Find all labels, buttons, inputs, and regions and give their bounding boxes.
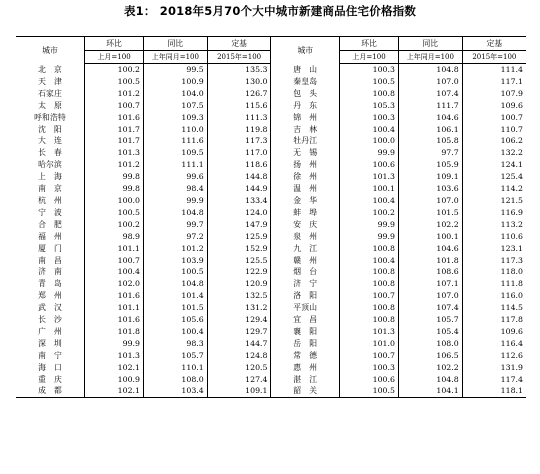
base-cell: 123.1 <box>500 243 523 253</box>
base-cell: 118.0 <box>500 267 523 277</box>
base-cell: 100.7 <box>500 112 523 122</box>
base-cell: 116.9 <box>500 207 523 217</box>
mom-cell: 102.0 <box>85 278 144 290</box>
city-cell: 丹 东 <box>271 100 340 112</box>
base-cell: 117.1 <box>500 76 523 86</box>
mom-cell: 100.5 <box>340 76 399 88</box>
yoy-cell: 104.8 <box>398 374 462 386</box>
base-cell: 111.8 <box>500 279 523 289</box>
yoy-cell: 100.1 <box>398 231 462 243</box>
yoy-cell: 102.2 <box>398 362 462 374</box>
mom-cell: 105.3 <box>340 100 399 112</box>
base-cell: 118.1 <box>462 385 526 397</box>
mom-cell: 101.6 <box>85 314 144 326</box>
table-row <box>16 374 526 386</box>
yoy-cell: 103.9 <box>143 255 207 267</box>
city-cell: 郑 州 <box>16 290 85 302</box>
city-cell: 广 州 <box>16 326 85 338</box>
mom-cell: 101.8 <box>85 326 144 338</box>
mom-cell: 102.1 <box>85 385 144 397</box>
city-cell: 平顶山 <box>271 302 340 314</box>
table-row <box>16 362 526 374</box>
base-cell: 144.8 <box>207 171 271 183</box>
base-cell: 126.7 <box>207 88 271 100</box>
base-cell: 106.2 <box>500 136 523 146</box>
city-cell: 襄 阳 <box>271 326 340 338</box>
yoy-cell: 101.5 <box>398 207 462 219</box>
yoy-cell: 108.6 <box>398 266 462 278</box>
yoy-cell: 101.5 <box>143 302 207 314</box>
yoy-cell: 105.6 <box>143 314 207 326</box>
base-cell: 120.9 <box>207 278 271 290</box>
yoy-cell: 104.8 <box>143 207 207 219</box>
mom-cell: 100.2 <box>85 64 144 76</box>
base-cell: 109.1 <box>207 385 271 397</box>
yoy-cell: 111.7 <box>398 100 462 112</box>
yoy-subheader: 上年同月=100 <box>398 51 462 64</box>
base-header: 定基 <box>462 37 526 51</box>
yoy-cell: 109.3 <box>143 112 207 124</box>
base-cell: 114.2 <box>500 184 523 194</box>
mom-cell: 100.6 <box>340 374 399 386</box>
yoy-cell: 109.5 <box>143 147 207 159</box>
yoy-cell: 104.8 <box>143 278 207 290</box>
mom-cell: 101.0 <box>340 338 399 350</box>
base-cell: 133.4 <box>207 195 271 207</box>
base-cell: 110.6 <box>500 231 523 241</box>
city-cell: 青 岛 <box>16 278 85 290</box>
city-cell: 扬 州 <box>271 159 340 171</box>
city-cell: 唐 山 <box>271 64 340 76</box>
yoy-cell: 107.4 <box>398 302 462 314</box>
table-row <box>16 207 526 219</box>
yoy-cell: 109.1 <box>398 171 462 183</box>
table-row <box>16 183 526 195</box>
mom-cell: 101.3 <box>340 171 399 183</box>
base-cell: 115.6 <box>207 100 271 112</box>
yoy-cell: 105.7 <box>143 350 207 362</box>
mom-cell: 100.2 <box>340 207 399 219</box>
city-cell: 长 春 <box>16 147 85 159</box>
yoy-cell: 108.0 <box>143 374 207 386</box>
mom-cell: 100.3 <box>340 64 399 76</box>
mom-cell: 100.8 <box>340 243 399 255</box>
city-cell: 常 德 <box>271 350 340 362</box>
base-cell: 120.5 <box>207 362 271 374</box>
table-row <box>16 88 526 100</box>
mom-cell: 101.1 <box>85 243 144 255</box>
yoy-cell: 105.4 <box>398 326 462 338</box>
mom-cell: 100.0 <box>340 135 399 147</box>
yoy-cell: 99.7 <box>143 219 207 231</box>
mom-cell: 100.6 <box>340 159 399 171</box>
base-subheader: 2015年=100 <box>462 51 526 64</box>
mom-cell: 101.3 <box>85 147 144 159</box>
mom-header: 环比 <box>340 37 399 51</box>
mom-subheader: 上月=100 <box>85 51 144 64</box>
mom-cell: 101.6 <box>85 112 144 124</box>
base-cell: 117.3 <box>500 255 523 265</box>
mom-cell: 101.2 <box>85 88 144 100</box>
yoy-cell: 101.4 <box>143 290 207 302</box>
base-cell: 111.3 <box>207 112 271 124</box>
table-row <box>16 350 526 362</box>
base-cell: 147.9 <box>207 219 271 231</box>
city-cell: 北 京 <box>16 64 85 76</box>
yoy-subheader: 上年同月=100 <box>143 51 207 64</box>
city-cell: 成 都 <box>16 385 85 397</box>
base-cell: 110.7 <box>500 124 523 134</box>
yoy-cell: 107.0 <box>398 76 462 88</box>
base-cell: 152.9 <box>207 243 271 255</box>
yoy-cell: 111.1 <box>143 159 207 171</box>
city-cell: 温 州 <box>271 183 340 195</box>
base-cell: 125.9 <box>207 231 271 243</box>
yoy-header: 同比 <box>143 37 207 51</box>
yoy-cell: 110.0 <box>143 124 207 136</box>
mom-cell: 102.1 <box>85 362 144 374</box>
mom-cell: 100.7 <box>85 255 144 267</box>
base-cell: 144.9 <box>207 183 271 195</box>
city-cell: 合 肥 <box>16 219 85 231</box>
table-row <box>16 231 526 243</box>
city-cell: 重 庆 <box>16 374 85 386</box>
table-row <box>16 255 526 267</box>
table-title: 表1： 2018年5月70个大中城市新建商品住宅价格指数 <box>123 4 417 18</box>
mom-cell: 101.3 <box>340 326 399 338</box>
table-row <box>16 100 526 112</box>
mom-cell: 100.3 <box>340 362 399 374</box>
base-cell: 124.1 <box>500 160 523 170</box>
table-row <box>16 326 526 338</box>
yoy-cell: 104.8 <box>398 64 462 76</box>
city-cell: 南 宁 <box>16 350 85 362</box>
city-cell: 南 京 <box>16 183 85 195</box>
city-cell: 武 汉 <box>16 302 85 314</box>
yoy-cell: 104.6 <box>398 243 462 255</box>
base-cell: 131.2 <box>207 302 271 314</box>
yoy-header: 同比 <box>398 37 462 51</box>
base-cell: 117.8 <box>500 315 523 325</box>
base-cell: 144.7 <box>207 338 271 350</box>
city-cell: 金 华 <box>271 195 340 207</box>
city-cell: 上 海 <box>16 171 85 183</box>
base-cell: 131.9 <box>500 362 523 372</box>
mom-cell: 100.8 <box>340 88 399 100</box>
table-row <box>16 159 526 171</box>
base-cell: 124.0 <box>207 207 271 219</box>
city-cell: 岳 阳 <box>271 338 340 350</box>
yoy-cell: 110.1 <box>143 362 207 374</box>
base-cell: 118.6 <box>207 159 271 171</box>
table-row <box>16 314 526 326</box>
city-cell: 韶 关 <box>271 385 340 397</box>
city-cell: 深 圳 <box>16 338 85 350</box>
base-cell: 116.0 <box>500 291 523 301</box>
yoy-cell: 102.2 <box>398 219 462 231</box>
mom-cell: 100.1 <box>340 183 399 195</box>
price-index-table <box>16 36 526 398</box>
base-cell: 117.4 <box>500 374 523 384</box>
mom-cell: 100.5 <box>85 76 144 88</box>
table-row <box>16 302 526 314</box>
table-row <box>16 338 526 350</box>
base-cell: 114.5 <box>500 303 523 313</box>
table-row <box>16 147 526 159</box>
city-cell: 赣 州 <box>271 255 340 267</box>
base-cell: 125.4 <box>500 172 523 182</box>
mom-cell: 100.5 <box>340 385 399 397</box>
yoy-cell: 100.9 <box>143 76 207 88</box>
base-cell: 132.5 <box>207 290 271 302</box>
city-cell: 烟 台 <box>271 266 340 278</box>
yoy-cell: 107.0 <box>398 195 462 207</box>
mom-cell: 100.9 <box>85 374 144 386</box>
city-cell: 包 头 <box>271 88 340 100</box>
city-cell: 石家庄 <box>16 88 85 100</box>
mom-cell: 98.9 <box>85 231 144 243</box>
city-cell: 沈 阳 <box>16 124 85 136</box>
table-row <box>16 171 526 183</box>
mom-cell: 100.8 <box>340 266 399 278</box>
table-row <box>16 64 526 76</box>
mom-cell: 100.5 <box>85 207 144 219</box>
mom-cell: 100.4 <box>340 195 399 207</box>
yoy-cell: 108.0 <box>398 338 462 350</box>
yoy-cell: 97.2 <box>143 231 207 243</box>
city-cell: 杭 州 <box>16 195 85 207</box>
city-cell: 宁 波 <box>16 207 85 219</box>
mom-cell: 100.8 <box>340 302 399 314</box>
base-cell: 122.9 <box>207 266 271 278</box>
mom-subheader: 上月=100 <box>340 51 399 64</box>
yoy-cell: 107.4 <box>398 88 462 100</box>
base-cell: 117.3 <box>207 135 271 147</box>
yoy-cell: 98.3 <box>143 338 207 350</box>
mom-cell: 100.8 <box>340 314 399 326</box>
table-row <box>16 290 526 302</box>
mom-cell: 101.3 <box>85 350 144 362</box>
city-cell: 惠 州 <box>271 362 340 374</box>
yoy-cell: 101.2 <box>143 243 207 255</box>
city-cell: 太 原 <box>16 100 85 112</box>
base-cell: 109.6 <box>500 326 523 336</box>
table-row <box>16 385 526 397</box>
table-row <box>16 195 526 207</box>
yoy-cell: 104.1 <box>398 385 462 397</box>
mom-cell: 100.8 <box>340 278 399 290</box>
yoy-cell: 100.5 <box>143 266 207 278</box>
city-cell: 哈尔滨 <box>16 159 85 171</box>
city-cell: 宜 昌 <box>271 314 340 326</box>
city-cell: 锦 州 <box>271 112 340 124</box>
yoy-cell: 105.9 <box>398 159 462 171</box>
mom-header: 环比 <box>85 37 144 51</box>
yoy-cell: 107.1 <box>398 278 462 290</box>
table-row <box>16 124 526 136</box>
yoy-cell: 105.7 <box>398 314 462 326</box>
mom-cell: 100.4 <box>340 255 399 267</box>
base-cell: 107.9 <box>500 88 523 98</box>
mom-cell: 100.4 <box>85 266 144 278</box>
mom-cell: 100.7 <box>85 100 144 112</box>
base-header: 定基 <box>207 37 271 51</box>
base-cell: 109.6 <box>500 100 523 110</box>
mom-cell: 101.1 <box>85 302 144 314</box>
city-cell: 蚌 埠 <box>271 207 340 219</box>
base-cell: 121.5 <box>500 195 523 205</box>
yoy-cell: 106.5 <box>398 350 462 362</box>
city-cell: 南 昌 <box>16 255 85 267</box>
yoy-cell: 104.0 <box>143 88 207 100</box>
city-cell: 福 州 <box>16 231 85 243</box>
mom-cell: 99.9 <box>340 219 399 231</box>
mom-cell: 100.7 <box>340 350 399 362</box>
city-cell: 海 口 <box>16 362 85 374</box>
city-cell: 徐 州 <box>271 171 340 183</box>
yoy-cell: 98.4 <box>143 183 207 195</box>
table-row <box>16 243 526 255</box>
mom-cell: 101.2 <box>85 159 144 171</box>
yoy-cell: 105.8 <box>398 135 462 147</box>
mom-cell: 101.7 <box>85 135 144 147</box>
mom-cell: 99.9 <box>85 338 144 350</box>
table-row <box>16 278 526 290</box>
yoy-cell: 97.7 <box>398 147 462 159</box>
city-cell: 长 沙 <box>16 314 85 326</box>
city-cell: 济 宁 <box>271 278 340 290</box>
table-row <box>16 219 526 231</box>
city-cell: 湛 江 <box>271 374 340 386</box>
yoy-cell: 99.6 <box>143 171 207 183</box>
yoy-cell: 106.1 <box>398 124 462 136</box>
mom-cell: 100.2 <box>85 219 144 231</box>
base-cell: 124.8 <box>207 350 271 362</box>
base-cell: 132.2 <box>500 148 523 158</box>
city-header: 城市 <box>16 37 85 64</box>
base-cell: 116.4 <box>500 338 523 348</box>
mom-cell: 101.6 <box>85 290 144 302</box>
yoy-cell: 111.6 <box>143 135 207 147</box>
yoy-cell: 103.6 <box>398 183 462 195</box>
yoy-cell: 107.0 <box>398 290 462 302</box>
yoy-cell: 104.6 <box>398 112 462 124</box>
base-cell: 112.6 <box>500 350 523 360</box>
mom-cell: 99.9 <box>340 147 399 159</box>
yoy-cell: 99.5 <box>143 64 207 76</box>
city-cell: 厦 门 <box>16 243 85 255</box>
table-row <box>16 112 526 124</box>
header-row-group <box>16 37 526 51</box>
base-cell: 113.2 <box>500 219 523 229</box>
yoy-cell: 107.5 <box>143 100 207 112</box>
base-cell: 135.3 <box>207 64 271 76</box>
city-cell: 秦皇岛 <box>271 76 340 88</box>
mom-cell: 100.3 <box>340 112 399 124</box>
base-cell: 117.0 <box>207 147 271 159</box>
base-cell: 119.8 <box>207 124 271 136</box>
mom-cell: 101.7 <box>85 124 144 136</box>
yoy-cell: 101.8 <box>398 255 462 267</box>
mom-cell: 99.8 <box>85 183 144 195</box>
table-row <box>16 76 526 88</box>
city-cell: 呼和浩特 <box>16 112 85 124</box>
table-row <box>16 135 526 147</box>
mom-cell: 99.8 <box>85 171 144 183</box>
city-cell: 大 连 <box>16 135 85 147</box>
base-cell: 129.7 <box>207 326 271 338</box>
city-cell: 洛 阳 <box>271 290 340 302</box>
base-cell: 129.4 <box>207 314 271 326</box>
yoy-cell: 99.9 <box>143 195 207 207</box>
mom-cell: 100.7 <box>340 290 399 302</box>
city-cell: 牡丹江 <box>271 135 340 147</box>
city-cell: 天 津 <box>16 76 85 88</box>
mom-cell: 100.0 <box>85 195 144 207</box>
base-cell: 130.0 <box>207 76 271 88</box>
yoy-cell: 103.4 <box>143 385 207 397</box>
city-header: 城市 <box>271 37 340 64</box>
mom-cell: 99.9 <box>340 231 399 243</box>
base-cell: 127.4 <box>207 374 271 386</box>
city-cell: 济 南 <box>16 266 85 278</box>
city-cell: 安 庆 <box>271 219 340 231</box>
base-subheader: 2015年=100 <box>207 51 271 64</box>
table-row <box>16 266 526 278</box>
mom-cell: 100.4 <box>340 124 399 136</box>
city-cell: 泉 州 <box>271 231 340 243</box>
city-cell: 无 锡 <box>271 147 340 159</box>
city-cell: 吉 林 <box>271 124 340 136</box>
yoy-cell: 100.4 <box>143 326 207 338</box>
base-cell: 111.4 <box>500 65 523 74</box>
city-cell: 九 江 <box>271 243 340 255</box>
base-cell: 125.5 <box>207 255 271 267</box>
